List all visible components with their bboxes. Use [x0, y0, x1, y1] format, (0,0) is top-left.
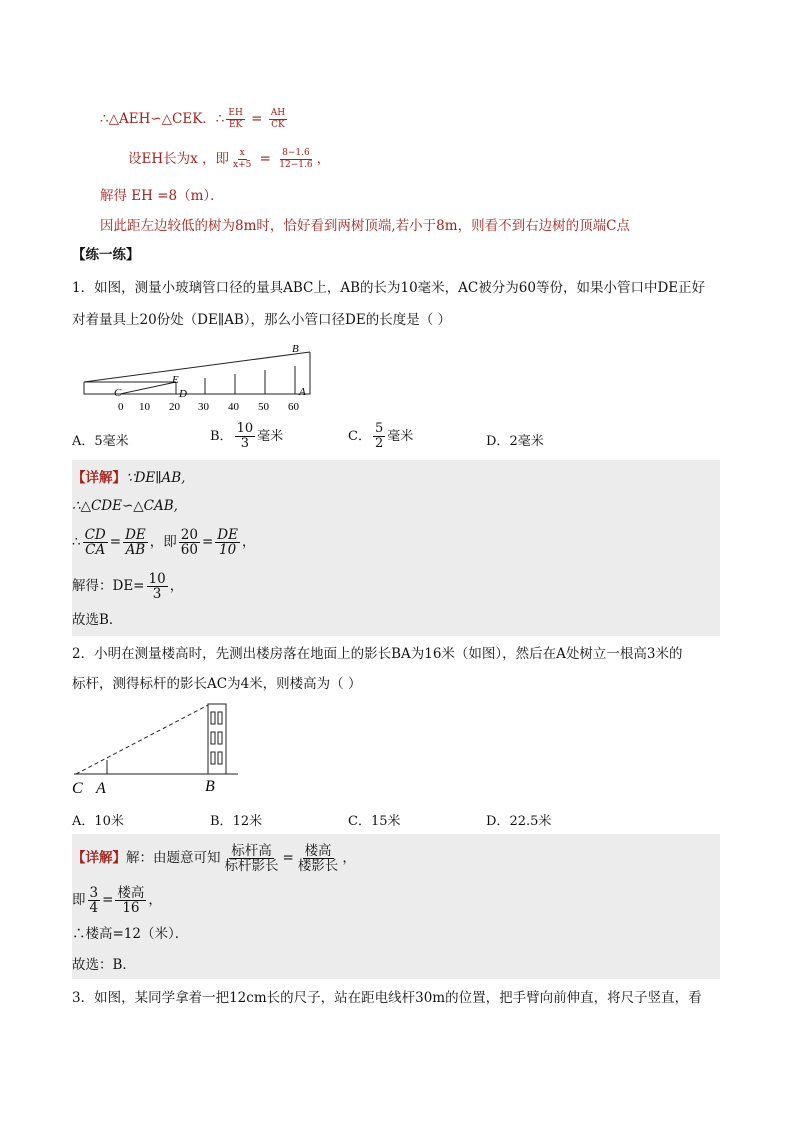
q1-solution-l3: ∴ $\frac{CD}{CA}$ = $\frac{DE}{AB}$ ，即 $\frac{20}{60}$ = $\frac{DE}{10}$ ， — [72, 527, 256, 558]
q1-option-c[interactable]: C． $\frac{5}{2}$ 毫米 — [348, 421, 414, 451]
tick-label: 50 — [258, 401, 269, 413]
label-d: D — [179, 388, 187, 400]
q1-solution-l5: 故选B． — [72, 612, 123, 628]
label-a: A — [96, 780, 106, 797]
q2-text-line2: 标杆，测得标杆的影长AC为4米，则楼高为（ ） — [72, 676, 362, 692]
label-e: E — [172, 374, 179, 386]
q1-solution-l1: 【详解】∵DE∥AB, — [72, 470, 186, 486]
fraction-x: $\frac{x}{x+5}$ — [233, 148, 252, 170]
practice-title: 【练一练】 — [72, 247, 140, 263]
tick-label: 40 — [228, 401, 239, 413]
q2-figure-building — [72, 700, 252, 798]
q2-text-line1: 2．小明在测量楼高时，先测出楼房落在地面上的影长BA为16米（如图），然后在A处树立一根高3米的 — [72, 646, 683, 662]
label-c: C — [72, 780, 83, 797]
tick-label: 60 — [288, 401, 299, 413]
label-b: B — [292, 343, 299, 355]
tick-label: 30 — [198, 401, 209, 413]
tick-label: 0 — [118, 401, 124, 413]
q1-text-line2: 对着量具上20份处（DE∥AB），那么小管口径DE的长度是（ ） — [72, 312, 451, 328]
solve-line: 解得 EH =8（m）． — [100, 188, 224, 204]
q2-solution-l4: 故选：B． — [72, 957, 136, 973]
q2-option-a[interactable]: A．10米 — [72, 814, 124, 829]
tick-label: 20 — [169, 401, 180, 413]
q2-solution-l3: ∴楼高=12（米）． — [72, 926, 189, 942]
q1-option-d[interactable]: D．2毫米 — [486, 434, 544, 449]
similar-triangles-line: ∴△AEH∽△CEK．∴ $\frac{EH}{EK}$ = $\frac{AH}{CK}$ — [100, 108, 286, 130]
q2-solution-panel — [72, 834, 720, 979]
q2-solution-l1: 【详解】解：由题意可知 $\frac{\text{标杆高}}{\text{标杆影长}}$ = $\frac{\text{楼高}}{\text{楼影长}}$ ， — [72, 843, 356, 874]
label-a: A — [299, 386, 306, 398]
q2-solution-l2: 即 $\frac{3}{4}$ = $\frac{\text{楼高}}{16}$ ， — [72, 885, 162, 916]
q1-solution-l4: 解得：DE= $\frac{10}{3}$ ， — [72, 571, 184, 602]
label-c: C — [114, 387, 122, 399]
q1-solution-l2: ∴△CDE∽△CAB, — [72, 498, 178, 514]
set-eh-line: 设EH长为x ，即 $\frac{x}{x+5}$ = $\frac{8-1.6}{12-1.6}$ ， — [128, 148, 331, 170]
q1-option-a[interactable]: A．5毫米 — [72, 434, 129, 449]
label-b: B — [205, 778, 215, 795]
q3-text-line1: 3．如图，某同学拿着一把12cm长的尺子，站在距电线杆30m的位置，把手臂向前伸直，将尺子竖直，看 — [72, 990, 702, 1006]
q1-solution-panel — [72, 460, 720, 636]
fraction-ah-ck: $\frac{AH}{CK}$ — [270, 108, 286, 130]
q2-option-c[interactable]: C．15米 — [348, 814, 401, 829]
q2-option-d[interactable]: D．22.5米 — [486, 814, 552, 829]
q2-option-b[interactable]: B．12米 — [210, 814, 263, 829]
fraction-values: $\frac{8-1.6}{12-1.6}$ — [279, 148, 313, 170]
q1-option-b[interactable]: B． $\frac{10}{3}$ 毫米 — [210, 421, 284, 451]
conclusion-line: 因此距左边较低的树为8m时，恰好看到两树顶端,若小于8m，则看不到右边树的顶端C点 — [100, 218, 630, 234]
fraction-eh-ek: $\frac{EH}{EK}$ — [228, 108, 243, 130]
tick-label: 10 — [139, 401, 150, 413]
q1-text-line1: 1．如图，测量小玻璃管口径的量具ABC上，AB的长为10毫米，AC被分为60等份，如果小管口中DE正好 — [72, 280, 706, 296]
q1-figure-gauge — [80, 342, 320, 416]
